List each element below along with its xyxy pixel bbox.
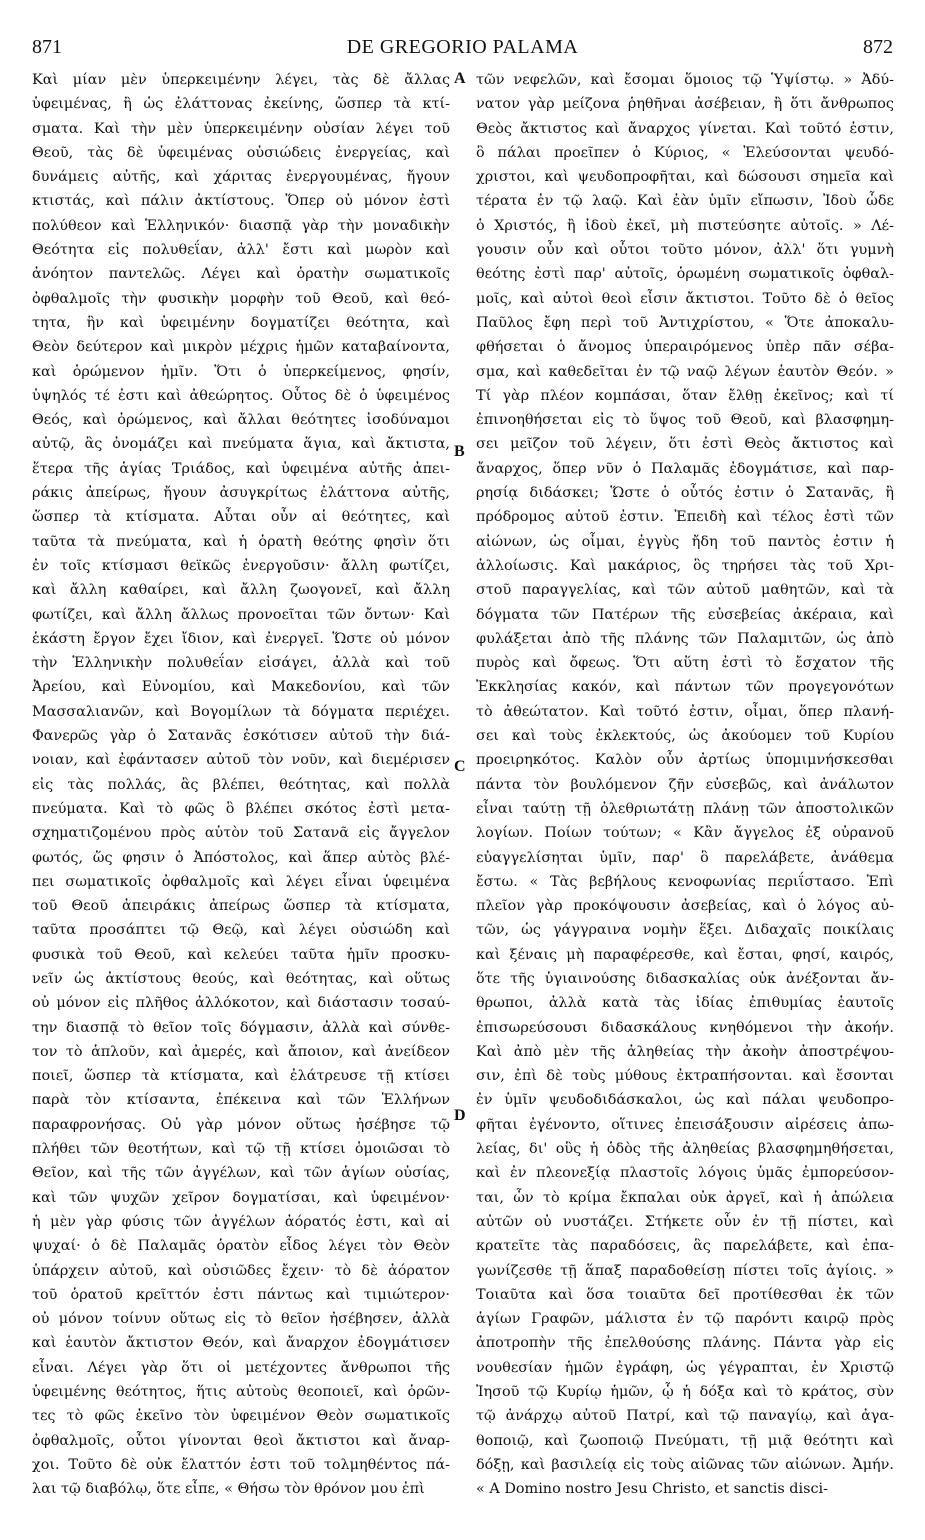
text-line: σματα. Καὶ τὴν μὲν ὑπερκειμένην οὐσίαν λέγει τοῦ (32, 120, 450, 137)
text-line: Θεὸς ἄκτιστος καὶ ἄναρχος γίνεται. Καὶ τοῦτό ἐστιν, (476, 120, 894, 137)
text-line: Τί γὰρ πλέον κομπάσαι, ὅταν ἔλθῃ ἐκεῖνος; καὶ τί (476, 387, 894, 404)
text-line: φυσικὰ τοῦ Θεοῦ, καὶ κελεύει ταῦτα ἡμῖν προσκυ- (32, 946, 450, 963)
text-line: κτιστάς, καὶ πάλιν ἀκτίστους. Ὅπερ οὐ μόνον ἐστὶ (32, 193, 450, 210)
text-line: ψυχαί· ὁ δὲ Παλαμᾶς ὁρατὸν εἶδος λέγει τὸν Θεὸν (32, 1238, 450, 1255)
text-line: τον τὸ ἁπλοῦν, καὶ ἀμερές, καὶ ἄποιον, καὶ ἀνείδεον (32, 1043, 450, 1060)
text-line: χοι. Τοῦτο δὲ οὐκ ἔλαττόν ἐστι τοῦ τολμηθέντος πά- (32, 1456, 450, 1473)
text-line: Τοιαῦτα καὶ ὅσα τοιαῦτα δεῖ προτίθεσθαι ἐκ τῶν (476, 1286, 894, 1303)
text-line: νοιαν, καὶ ἐφάντασεν αὐτοῦ τὸν νοῦν, καὶ διεμέρισεν (32, 752, 450, 769)
page-header (30, 36, 895, 66)
text-line: καὶ τῶν ψυχῶν χεῖρον δογματίσαι, καὶ ὑφειμένον· (32, 1189, 450, 1206)
margin-marker-a: A (454, 70, 466, 87)
text-line: ὃ πάλαι προεῖπεν ὁ Κύριος, « Ἐλεύσονται ψευδό- (476, 144, 894, 161)
text-line: τῶν νεφελῶν, καὶ ἔσομαι ὅμοιος τῷ Ὑψίστῳ. » Ἀδύ- (476, 72, 894, 88)
text-line: πάντα τὸν βουλόμενον ζῆν εὐσεβῶς, καὶ ἀνάλωτον (476, 776, 894, 793)
text-line: πρόδρομος αὐτοῦ ἐστιν. Ἐπειδὴ καὶ τέλος ἐστὶ τῶν (476, 509, 894, 526)
text-line: Καὶ μίαν μὲν ὑπερκειμένην λέγει, τὰς δὲ ἄλλας (32, 72, 450, 88)
text-line: παραφρονήσας. Οὐ γὰρ μόνον οὕτως ἠσέβησε τῷ (32, 1116, 450, 1133)
text-line: νουθεσίαν ἡμῶν ἐγράφη, ὡς γέγραπται, ἐν Χριστῷ (476, 1359, 894, 1376)
text-line: καὶ ὁρώμενον ἡμῖν. Ὅτι ὁ ὑπερκείμενος, φησίν, (32, 363, 450, 380)
text-line: ὑφειμένας, ἢ ὡς ἐλάττονας ἐκείνης, ὥσπερ τὰ κτί- (32, 96, 450, 113)
text-line: αὐτῶν οὐ νυστάζει. Στήκετε οὖν ἐν τῇ πίστει, καὶ (476, 1213, 894, 1230)
text-line: σιν, ἐπὶ δὲ τοὺς μύθους ἐκτραπήσονται. καὶ ἔσονται (476, 1068, 894, 1085)
text-line: ὥσπερ τὰ κτίσματα. Αὗται οὖν αἱ θεότητες, καὶ (32, 509, 450, 526)
text-line: καὶ ἄλλη καθαίρει, καὶ ἄλλη ζωογονεῖ, καὶ ἄλλη (32, 582, 450, 599)
text-line: Ἐκκλησίας κακόν, καὶ πάντων τῶν προγεγονότων (476, 679, 894, 696)
text-line: τητα, ἣν καὶ ὑφειμένην δογματίζει θεότητα, καὶ (32, 314, 450, 331)
text-line: ἁγίων Γραφῶν, μάλιστα ἐν τῷ παρόντι καιρῷ πρὸς (476, 1311, 894, 1328)
text-line: τὸ ἀθεώτατον. Καὶ τοῦτό ἐστιν, οἶμαι, ὅπερ πλανή- (476, 703, 894, 720)
text-line: σχηματιζομένου πρὸς αὐτὸν τοῦ Σατανᾶ εἰς ἄγγελον (32, 825, 450, 842)
text-line: πολύθεον καὶ Ἑλληνικόν· διασπᾷ γὰρ τὴν μοναδικὴν (32, 217, 450, 234)
text-line: Παῦλος ἔφη περὶ τοῦ Ἀντιχρίστου, « Ὅτε ἀποκαλυ- (476, 314, 894, 331)
text-line: Φανερῶς γὰρ ὁ Σατανᾶς ἐσκότισεν αὐτοῦ τὴν διά- (32, 728, 450, 745)
left-column (32, 68, 450, 1502)
text-line: παρὰ τὸν κτίσαντα, ἐπέκεινα καὶ τῶν Ἑλλήνων (32, 1092, 450, 1109)
text-line: φθήσεται ὁ ἄνομος ὑπεραιρόμενος ὑπὲρ πᾶν σέβα- (476, 339, 894, 356)
right-page-number: 872 (863, 36, 893, 58)
text-line: εἶναι. Λέγει γὰρ ὅτι οἱ μετέχοντες ἄνθρωποι τῆς (32, 1359, 450, 1376)
text-line: δόγματα τῶν Πατέρων τῆς εὐσεβείας ἀκέραια, καὶ (476, 606, 894, 623)
running-title: DE GREGORIO PALAMA (346, 36, 579, 58)
text-line: Θεότητα εἰς πολυθεΐαν, ἀλλ' ἔστι καὶ μωρὸν καὶ (32, 242, 450, 259)
text-line: σει καὶ τοὺς ἐκλεκτούς, ὡς ἀκούομεν τοῦ Κυρίου (476, 728, 894, 745)
text-line: Θεός, καὶ ὁρώμενος, καὶ ἄλλαι θεότητες ἰσοδύναμοι (32, 412, 450, 429)
text-line: Θεὸν δεύτερον καὶ μικρὸν μέχρις ἡμῶν καταβαίνοντα, (32, 339, 450, 356)
text-line: ὑψηλός τέ ἐστι καὶ ἀθεώρητος. Οὗτος δὲ ὁ ὑφειμένος (32, 387, 450, 404)
text-line: καὶ ξέναις μὴ παραφέρεσθε, καὶ ἔσται, φησί, καιρός, (476, 946, 894, 963)
margin-marker-c: C (454, 758, 466, 775)
text-line: ὑπάρχειν αὐτοῦ, καὶ οὐσιῶδες ἔχειν· τὸ δὲ ἀόρατον (32, 1262, 450, 1279)
text-line: πει σωματικοῖς ὀφθαλμοῖς καὶ λέγει εἶναι ὑφειμένα (32, 873, 450, 890)
text-line: ταῦτα προσάπτει τῷ Θεῷ, καὶ λέγει οὐσιώδη καὶ (32, 922, 450, 939)
text-line: γουσιν οὖν καὶ οὗτοι τοῦτο μόνον, ἀλλ' ὅτι γυμνὴ (476, 242, 894, 259)
text-line: ράκις ἀπείρως, ἤγουν ἀσυγκρίτως ἐλάττονα αὐτῆς, (32, 485, 450, 502)
text-line: « A Domino nostro Jesu Christo, et sanctis disci- (476, 1481, 829, 1498)
text-line: προειρηκότος. Καλὸν οὖν ἀρτίως ὑπομιμνήσκεσθαι (476, 752, 894, 769)
text-line: Ἰησοῦ τῷ Κυρίῳ ἡμῶν, ᾧ ἡ δόξα καὶ τὸ κράτος, σὺν (476, 1384, 894, 1401)
text-line: Μασσαλιανῶν, καὶ Βογομίλων τὰ δόγματα περιέχει. (32, 703, 450, 720)
text-line: ἐν ὑμῖν ψευδοδιδάσκαλοι, ὡς καὶ πάλαι ψευδοπρο- (476, 1092, 894, 1109)
text-line: ὀφθαλμοῖς τὴν φυσικὴν μορφὴν τοῦ Θεοῦ, καὶ θεό- (32, 290, 450, 307)
text-line: ὅτε τῆς ὑγιαινούσης διδασκαλίας οὐκ ἀνέξονται ἄν- (476, 970, 894, 987)
text-line: νεῖν ὡς ἀκτίστους θεούς, καὶ θεότητας, καὶ οὕτως (32, 970, 450, 987)
text-line: θοποιῷ, καὶ ζωοποιῷ Πνεύματι, τῇ μιᾷ θεότητι καὶ (476, 1432, 894, 1449)
text-line: φωτίζει, καὶ ἄλλη ἄλλως προνοεῖται τῶν ὄντων· Καὶ (32, 606, 450, 623)
text-line: Θεῖον, καὶ τῆς τῶν ἀγγέλων, καὶ τῶν ἁγίων οὐσίας, (32, 1165, 450, 1182)
text-line: ποιεῖ, ὥσπερ τὰ κτίσματα, καὶ ἐλάτρευσε τῇ κτίσει (32, 1068, 450, 1085)
margin-marker-d: D (454, 1107, 466, 1124)
text-line: Καὶ ἀπὸ μὲν τῆς ἀληθείας τὴν ἀκοὴν ἀποστρέψου- (476, 1043, 894, 1060)
text-line: καὶ ἑαυτὸν ἄκτιστον Θεόν, καὶ ἄναρχον ἐδογμάτισεν (32, 1335, 450, 1352)
text-line: κρατεῖτε τὰς παραδόσεις, ἃς παρελάβετε, καὶ ἐπα- (476, 1238, 894, 1255)
text-line: καὶ ἐν πλεονεξίᾳ πλαστοῖς λόγοις ὑμᾶς ἐμπορεύσον- (476, 1165, 894, 1182)
text-line: τοῦ Θεοῦ ἀπειράκις ἀπείρως ὥσπερ τὰ κτίσματα, (32, 898, 450, 915)
text-line: γωνίζεσθε τῇ ἅπαξ παραδοθείσῃ πίστει τοῖς ἁγίοις. » (476, 1262, 894, 1279)
text-line: οὐ μόνον εἰς πλῆθος ἀλλόκοτον, καὶ διάστασιν τοσαύ- (32, 995, 450, 1012)
right-column (476, 68, 894, 1502)
text-line: Θεοῦ, τὰς δὲ ὑφειμένας οὐσιώδεις ἐνεργείας, καὶ (32, 144, 450, 161)
text-line: σει μεῖζον τοῦ λέγειν, ὅτι ἐστὶ Θεὸς ἄκτιστος καὶ (476, 436, 894, 453)
text-line: εἶναι ταύτῃ τῇ ὀλεθριωτάτῃ πλάνῃ τῶν ἀποστολικῶν (476, 800, 894, 817)
text-line: μοῖς, καὶ αὐτοὶ θεοὶ εἶσιν ἄκτιστοι. Τοῦτο δὲ ὁ θεῖος (476, 290, 894, 307)
text-line: δυνάμεις αὐτῆς, καὶ χάριτας ἐνεργουμένας, ἤγουν (32, 169, 450, 186)
text-line: θρωποι, ἀλλὰ κατὰ τὰς ἰδίας ἐπιθυμίας ἑαυτοῖς (476, 995, 894, 1012)
text-line: εὐαγγελίσηται ὑμῖν, παρ' ὃ παρελάβετε, ἀνάθεμα (476, 849, 894, 866)
text-line: τῷ ἀνάρχῳ αὐτοῦ Πατρί, καὶ τῷ παναγίῳ, καὶ ἀγα- (476, 1408, 894, 1425)
text-line: τες τὸ φῶς ἐκεῖνο τὸν ὑφειμένον Θεὸν σωματικοῖς (32, 1408, 450, 1425)
text-line: την διασπᾷ τὸ θεῖον τοῖς δόγμασιν, ἀλλὰ καὶ σύνθε- (32, 1019, 450, 1036)
text-line: ταῦτα τὰ πνεύματα, καὶ ἡ ὁρατὴ θεότης φησὶν ὅτι (32, 533, 450, 550)
text-line: νατον γὰρ μείζονα ῥηθῆναι ἀσέβειαν, ἢ ὅτι ἄνθρωπος (476, 96, 894, 113)
text-line: πυρὸς καὶ ὄφεως. Ὅτι αὕτη ἐστὶ τὸ ἔσχατον τῆς (476, 655, 894, 672)
text-line: τοῦ ὁρατοῦ κρεῖττόν ἐστι πάντως καὶ τιμιώτερον· (32, 1286, 450, 1303)
text-line: ἄναρχος, ὅπερ νῦν ὁ Παλαμᾶς ἐδογμάτισε, καὶ παρ- (476, 460, 894, 477)
text-line: ἀλλοίωσις. Καὶ μακάριος, ὃς τηρήσει τὰς τοῦ Χρι- (476, 557, 894, 574)
text-line: ὁ Χριστός, ἢ ἰδοὺ ἐκεῖ, μὴ πιστεύσητε αὐτοῖς. » Λέ- (476, 217, 894, 234)
text-line: τέρατα ἐν τῷ λαῷ. Καὶ ἐὰν ὑμῖν εἴπωσιν, Ἰδοὺ ὧδε (476, 193, 894, 210)
margin-marker-b: B (454, 443, 465, 460)
text-line: ρησίᾳ διδάσκει; Ὥστε ὁ οὗτός ἐστιν ὁ Σατανᾶς, ἢ (476, 485, 894, 502)
text-line: ἐν τοῖς κτίσμασι θεϊκῶς ἐνεργοῦσιν· ἄλλη φωτίζει, (32, 557, 450, 574)
text-line: φυλάξεται ἀπὸ τῆς πλάνης τῶν Παλαμιτῶν, ὡς ἀπὸ (476, 630, 894, 647)
text-line: τὴν Ἑλληνικὴν πολυθεΐαν εἰσάγει, ἀλλὰ καὶ τοῦ (32, 655, 450, 672)
text-line: φωτός, ὥς φησιν ὁ Ἀπόστολος, καὶ ἅπερ αὐτὸς βλέ- (32, 849, 450, 866)
text-line: σμα, καὶ καθεδεῖται ἐν τῷ ναῷ λέγων ἑαυτὸν Θεόν. » (476, 363, 894, 380)
text-line: ἑκάστη ἔργον ἔχει ἴδιον, καὶ ἐνεργεῖ. Ὥστε οὐ μόνον (32, 630, 450, 647)
text-line: ἕτερα τῆς ἁγίας Τριάδος, καὶ ὑφειμένα αὐτῆς ἀπει- (32, 460, 450, 477)
text-line: ὑφειμένης θεότητος, ἥτις αὐτοὺς θεοποιεῖ, καὶ ὁρῶν- (32, 1384, 450, 1401)
text-line: ἀποτροπὴν τῆς ἐπελθούσης πλάνης. Πάντα γὰρ εἰς (476, 1335, 894, 1352)
text-line: αἰώνων, ὡς οἶμαι, ἐγγὺς ἤδη τοῦ παντὸς ἐστιν ἡ (476, 533, 894, 550)
text-line: πνεύματα. Καὶ τὸ φῶς ὃ βλέπει σκότος ἐστὶ μετα- (32, 800, 450, 817)
text-line: ἐπινοηθήσεται εἰς τὸ ὕψος τοῦ Θεοῦ, καὶ βλασφημη- (476, 412, 894, 429)
text-line: πλήθει τῶν θεοτήτων, καὶ τῷ τῇ κτίσει ὁμοιῶσαι τὸ (32, 1141, 450, 1158)
text-line: τῶν, ὡς γάγγραινα νομὴν ἕξει. Διδαχαῖς ποικίλαις (476, 922, 894, 939)
text-line: ἐπισωρεύσουσι διδασκάλους κνηθόμενοι τὴν ἀκοήν. (476, 1019, 894, 1036)
text-line: πλεῖον γὰρ προκόψουσιν ἀσεβείας, καὶ ὁ λόγος αὐ- (476, 898, 894, 915)
text-line: οὐ μόνον τοίνυν οὕτως εἰς τὸ θεῖον ἠσέβησεν, ἀλλὰ (32, 1311, 450, 1328)
text-line: ἡ μὲν γὰρ φύσις τῶν ἀγγέλων ἀόρατός ἐστι, καὶ αἱ (32, 1213, 450, 1230)
text-line: ἀνόητον παντελῶς. Λέγει καὶ ὁρατὴν σωματικοῖς (32, 266, 450, 283)
text-line: ται, ὧν τὸ κρίμα ἔκπαλαι οὐκ ἀργεῖ, καὶ ἡ ἀπώλεια (476, 1189, 894, 1206)
text-line: αὐτῷ, ἃς ὀνομάζει καὶ πνεύματα ἅγια, καὶ ἄκτιστα, (32, 436, 450, 453)
text-line: λείας, δι' οὓς ἡ ὁδὸς τῆς ἀληθείας βλασφημηθήσεται, (476, 1141, 894, 1158)
text-line: στοῦ παραγγελίας, καὶ τῶν αὐτοῦ μαθητῶν, καὶ τὰ (476, 582, 894, 599)
text-line: ἔστω. « Τὰς βεβήλους κενοφωνίας περιΐστασο. Ἐπὶ (476, 873, 894, 890)
text-line: δόξῃ, καὶ βασιλείᾳ εἰς τοὺς αἰῶνας τῶν αἰώνων. Ἀμήν. (476, 1456, 894, 1473)
text-line: εἰς τὰς πολλάς, ἃς βλέπει, θεότητας, καὶ πολλὰ (32, 776, 450, 793)
text-line: ὀφθαλμοῖς, οὗτοι γίνονται θεοὶ ἄκτιστοι καὶ ἄναρ- (32, 1432, 450, 1449)
text-line: φῆται ἐγένοντο, οἵτινες ἐπεισάξουσιν αἱρέσεις ἀπω- (476, 1116, 894, 1133)
text-line: θεότης ἐστὶ παρ' αὐτοῖς, ὁρωμένη σωματικοῖς ὀφθαλ- (476, 266, 894, 283)
text-line: Ἀρείου, καὶ Εὐνομίου, καὶ Μακεδονίου, καὶ τῶν (32, 679, 450, 696)
left-page-number: 871 (32, 36, 62, 58)
text-line: λογίων. Ποίων τούτων; « Κἂν ἄγγελος ἐξ οὐρανοῦ (476, 825, 894, 842)
text-line: λαι τῷ διαβόλῳ, ὅτε εἶπε, « Θήσω τὸν θρόνον μου ἐπὶ (32, 1481, 425, 1498)
text-line: χριστοι, καὶ ψευδοπροφῆται, καὶ δώσουσι σημεῖα καὶ (476, 169, 894, 186)
